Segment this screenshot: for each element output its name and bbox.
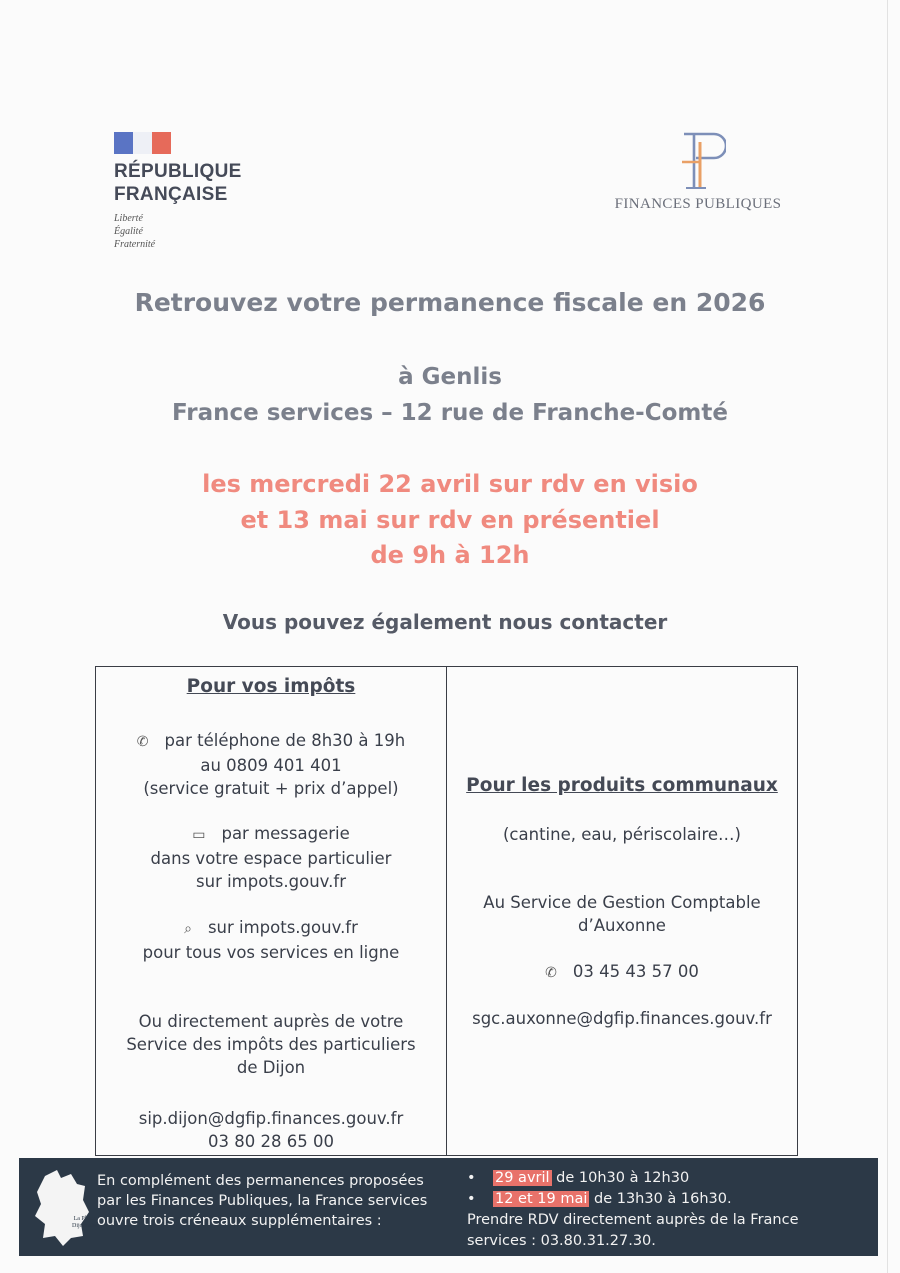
banner-slots (467, 1168, 872, 1252)
dates-hours: de 9h à 12h (370, 541, 530, 569)
sgc-service (447, 891, 797, 937)
logo-text-line2: Dijonnaise (72, 1223, 98, 1229)
bullet: • (467, 1170, 476, 1186)
direct-line2: Service des impôts des particuliers (126, 1035, 416, 1054)
slot-2 (467, 1189, 872, 1210)
france-services-banner (19, 1158, 878, 1256)
phone-block (96, 729, 446, 800)
rf-title-line1: RÉPUBLIQUE (114, 161, 242, 182)
page-edge-line (887, 0, 888, 1273)
sip-phone[interactable]: 03 80 28 65 00 (208, 1132, 334, 1151)
sgc-email[interactable]: sgc.auxonne@dgfip.finances.gouv.fr (472, 1009, 772, 1028)
location-address: France services – 12 rue de Franche-Comté (172, 400, 728, 426)
online-block (96, 916, 446, 964)
sgc-line1: Au Service de Gestion Comptable (483, 893, 761, 912)
phone-line2: au 0809 401 401 (200, 756, 342, 775)
phone-line1: par téléphone de 8h30 à 19h (164, 731, 406, 750)
banner-intro (97, 1171, 457, 1231)
slot-1 (467, 1168, 872, 1189)
bullet: • (467, 1191, 476, 1207)
messaging-block (96, 822, 446, 893)
contact-table (95, 666, 798, 1156)
slot-1-hours: de 10h30 à 12h30 (556, 1170, 690, 1186)
message-line1: par messagerie (221, 824, 350, 843)
banner-intro-line3: ouvre trois créneaux supplémentaires : (97, 1213, 382, 1229)
sgc-phone-row (447, 960, 797, 985)
rf-motto (114, 212, 294, 251)
phone-line3: (service gratuit + prix d’appel) (143, 779, 399, 798)
sip-contact-block (96, 1107, 446, 1153)
dates-line2: et 13 mai sur rdv en présentiel (240, 506, 660, 534)
fp-label: FINANCES PUBLIQUES (614, 196, 782, 212)
message-line3: sur impots.gouv.fr (196, 872, 346, 891)
dates-line1: les mercredi 22 avril sur rdv en visio (202, 470, 698, 498)
rf-motto-egalite: Égalité (114, 226, 143, 237)
sgc-line2: d’Auxonne (578, 916, 666, 935)
slot-2-date: 12 et 19 mai (495, 1191, 588, 1207)
direct-line1: Ou directement auprès de votre (138, 1012, 404, 1031)
page-title: Retrouvez votre permanence fiscale en 2026 (134, 288, 766, 317)
message-line2: dans votre espace particulier (150, 849, 392, 868)
republique-francaise-logo (114, 132, 294, 251)
slot-1-date: 29 avril (495, 1170, 550, 1186)
online-line1: sur impots.gouv.fr (207, 918, 358, 937)
location-town: à Genlis (398, 364, 502, 390)
contact-heading: Vous pouvez également nous contacter (222, 610, 668, 634)
logo-text-line1: La Plaine (73, 1216, 97, 1222)
plaine-dijonnaise-logo (31, 1166, 98, 1254)
marianne-flag-icon (114, 132, 171, 154)
rf-motto-liberte: Liberté (114, 213, 143, 224)
online-line2: pour tous vos services en ligne (142, 943, 400, 962)
rf-motto-fraternite: Fraternité (114, 239, 156, 250)
direct-block (96, 1010, 446, 1079)
computer-icon: ▭ (192, 827, 206, 843)
map-shape-icon (31, 1166, 93, 1250)
municipal-examples: (cantine, eau, périscolaire…) (503, 825, 741, 844)
phone-icon: ✆ (545, 965, 557, 981)
mouse-click-icon: ⌕ (184, 921, 192, 937)
slot-2-hours: de 13h30 à 16h30. (593, 1191, 732, 1207)
rf-title-line2: FRANÇAISE (114, 184, 228, 205)
banner-intro-line2: par les Finances Publiques, la France services (97, 1193, 428, 1209)
phone-icon: ✆ (136, 734, 149, 750)
banner-intro-line1: En complément des permanences proposées (97, 1173, 424, 1189)
municipal-heading: Pour les produits communaux (466, 775, 778, 796)
taxes-heading: Pour vos impôts (186, 676, 356, 697)
sip-email[interactable]: sip.dijon@dgfip.finances.gouv.fr (138, 1109, 404, 1128)
sgc-phone[interactable]: 03 45 43 57 00 (572, 962, 699, 981)
rdv-line2[interactable]: services : 03.80.31.27.30. (467, 1233, 656, 1249)
rdv-line1: Prendre RDV directement auprès de la France (467, 1212, 799, 1228)
finances-publiques-logo (600, 128, 796, 213)
fp-monogram-icon (670, 128, 726, 194)
direct-line3: de Dijon (236, 1058, 306, 1077)
